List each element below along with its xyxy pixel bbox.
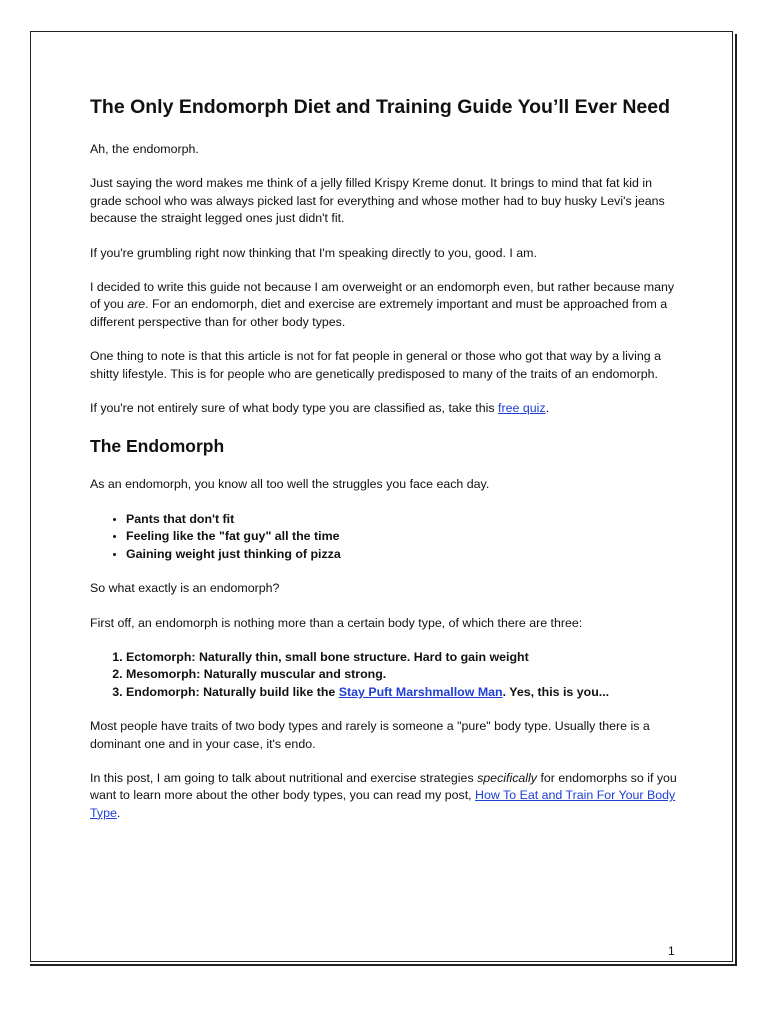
document-body (90, 94, 680, 839)
body-types-list (90, 649, 680, 701)
stay-puft-link[interactable]: Stay Puft Marshmallow Man (338, 684, 503, 699)
list-item-endomorph (126, 684, 680, 701)
page-number: 1 (668, 944, 675, 958)
note-paragraph: One thing to note is that this article is not for fat people in general or those who got that way by a living a shitty lifestyle. This is for people who are genetically predisposed to many of the traits of an endomorph. (90, 349, 661, 381)
endomorph-text-before: Endomorph: Naturally build like the (126, 684, 339, 699)
body-type-post-link[interactable]: How To Eat and Train For Your Body Type (90, 788, 676, 820)
three-types-paragraph: First off, an endomorph is nothing more than a certain body type, of which there are three: (90, 615, 583, 630)
guide-text-before: I decided to write this guide not because I am overweight or an endomorph even, but rather because many of you (90, 280, 675, 312)
quiz-paragraph (90, 400, 680, 417)
grumbling-paragraph: If you're grumbling right now thinking that I'm speaking directly to you, good. I am. (90, 245, 537, 260)
endomorph-text-after: . Yes, this is you... (502, 684, 610, 699)
section-heading-endomorph: The Endomorph (90, 436, 225, 457)
post-text-middle: for endomorphs so if you want to learn more about the other body types, you can read my post, (90, 770, 677, 803)
post-emphasis: specifically (477, 770, 538, 785)
traits-paragraph: Most people have traits of two body types and rarely is someone a "pure" body type. Usually there is a dominant one and in your case, it's endo. (90, 719, 650, 751)
list-item-mesomorph: 2. Mesomorph: Naturally muscular and strong. (126, 666, 680, 683)
post-paragraph (90, 770, 680, 822)
guide-emphasis: are (127, 297, 146, 312)
donut-paragraph: Just saying the word makes me think of a jelly filled Krispy Kreme donut. It brings to mind that fat kid in grade school who was always picked last for everything and whose mother had to buy husky Levi's jeans because the straight legged ones just didn't fit. (90, 176, 665, 226)
quiz-text-after: . (545, 401, 550, 416)
struggles-list (90, 511, 680, 563)
question-paragraph: So what exactly is an endomorph? (90, 581, 280, 596)
page-border-shadow-bottom (30, 964, 737, 966)
list-item: • Pants that don't fit (126, 511, 680, 528)
list-item-ectomorph: 1. Ectomorph: Naturally thin, small bone structure. Hard to gain weight (126, 649, 680, 666)
struggles-paragraph: As an endomorph, you know all too well the struggles you face each day. (90, 477, 490, 492)
free-quiz-link[interactable]: free quiz (498, 401, 546, 416)
quiz-text-before: If you're not entirely sure of what body type you are classified as, take this (90, 401, 499, 416)
document-title: The Only Endomorph Diet and Training Guide You’ll Ever Need (90, 96, 671, 118)
intro-paragraph: Ah, the endomorph. (90, 142, 199, 156)
list-item: • Feeling like the "fat guy" all the time (126, 528, 680, 545)
post-text-before: In this post, I am going to talk about nutritional and exercise strategies (90, 770, 478, 785)
post-text-after: . (116, 805, 121, 820)
page-border-shadow-right (735, 34, 737, 966)
guide-text-after: . For an endomorph, diet and exercise are extremely important and must be approached from a different perspective than for other body types. (90, 297, 668, 329)
list-item: • Gaining weight just thinking of pizza (126, 546, 680, 563)
guide-paragraph (90, 279, 680, 331)
